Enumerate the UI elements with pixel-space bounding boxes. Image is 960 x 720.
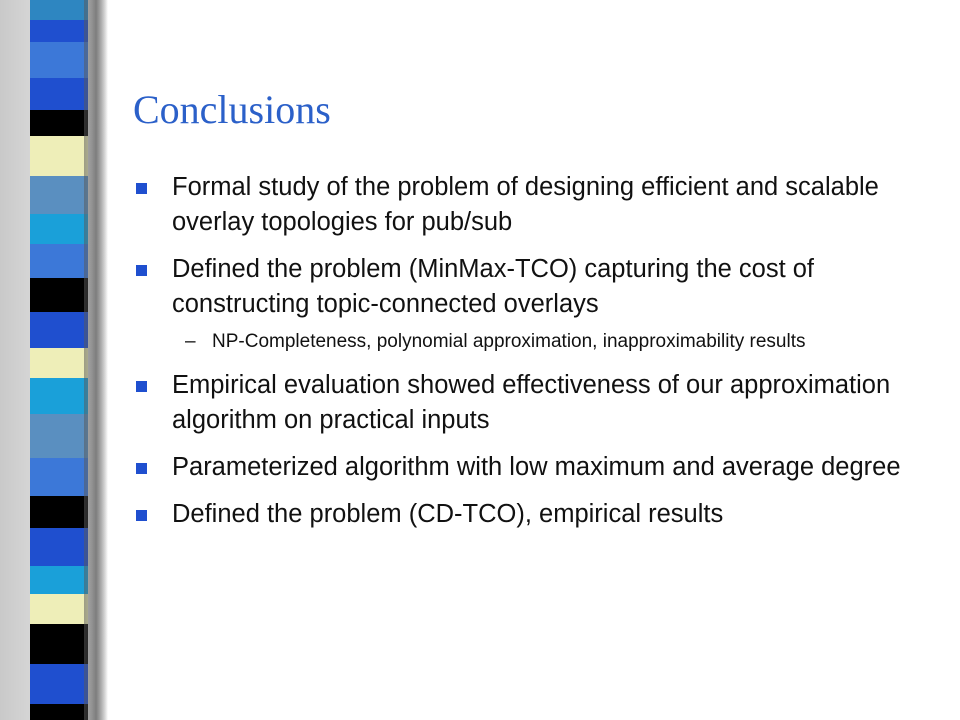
color-block: [30, 528, 88, 566]
color-block: [30, 176, 88, 214]
color-block: [30, 414, 88, 458]
square-bullet-icon: [136, 463, 147, 474]
color-block: [30, 348, 88, 378]
color-block: [30, 594, 88, 624]
bullet-item: [133, 170, 923, 240]
color-block: [30, 214, 88, 244]
slide-title: Conclusions: [133, 87, 331, 132]
color-block: [30, 566, 88, 594]
bullet-item: [133, 368, 923, 438]
bullet-text: Defined the problem (CD-TCO), empirical results: [172, 500, 724, 528]
color-block: [30, 624, 88, 664]
square-bullet-icon: [136, 510, 147, 521]
sub-bullet-item: [133, 330, 923, 354]
color-block: [30, 378, 88, 414]
color-block: [30, 20, 88, 42]
bullet-item: [133, 252, 923, 322]
bullet-text: Formal study of the problem of designing efficient and scalable overlay topologies for pub/sub: [172, 173, 879, 236]
color-block: [30, 42, 88, 78]
color-block: [30, 312, 88, 348]
bullet-text: Defined the problem (MinMax-TCO) capturing the cost of constructing topic-connected overlays: [172, 255, 815, 318]
color-block: [30, 110, 88, 136]
square-bullet-icon: [136, 183, 147, 194]
color-block: [30, 0, 88, 20]
sub-bullet-text: NP-Completeness, polynomial approximation, inapproximability results: [212, 331, 806, 352]
color-block: [30, 278, 88, 312]
bullet-text: Parameterized algorithm with low maximum and average degree: [172, 453, 901, 481]
color-block: [30, 496, 88, 528]
square-bullet-icon: [136, 381, 147, 392]
color-block: [30, 664, 88, 704]
color-block: [30, 244, 88, 278]
color-block: [30, 704, 88, 720]
bullet-text: Empirical evaluation showed effectiveness of our approximation algorithm on practical inputs: [172, 371, 891, 434]
color-block: [30, 458, 88, 496]
square-bullet-icon: [136, 265, 147, 276]
bullet-item: [133, 450, 923, 485]
bullet-list: [133, 170, 923, 544]
color-block: [30, 136, 88, 176]
decorative-stripe: [0, 0, 108, 720]
color-block: [30, 78, 88, 110]
bullet-item: [133, 497, 923, 532]
color-block-column: [30, 0, 88, 720]
dash-marker: –: [185, 331, 196, 352]
